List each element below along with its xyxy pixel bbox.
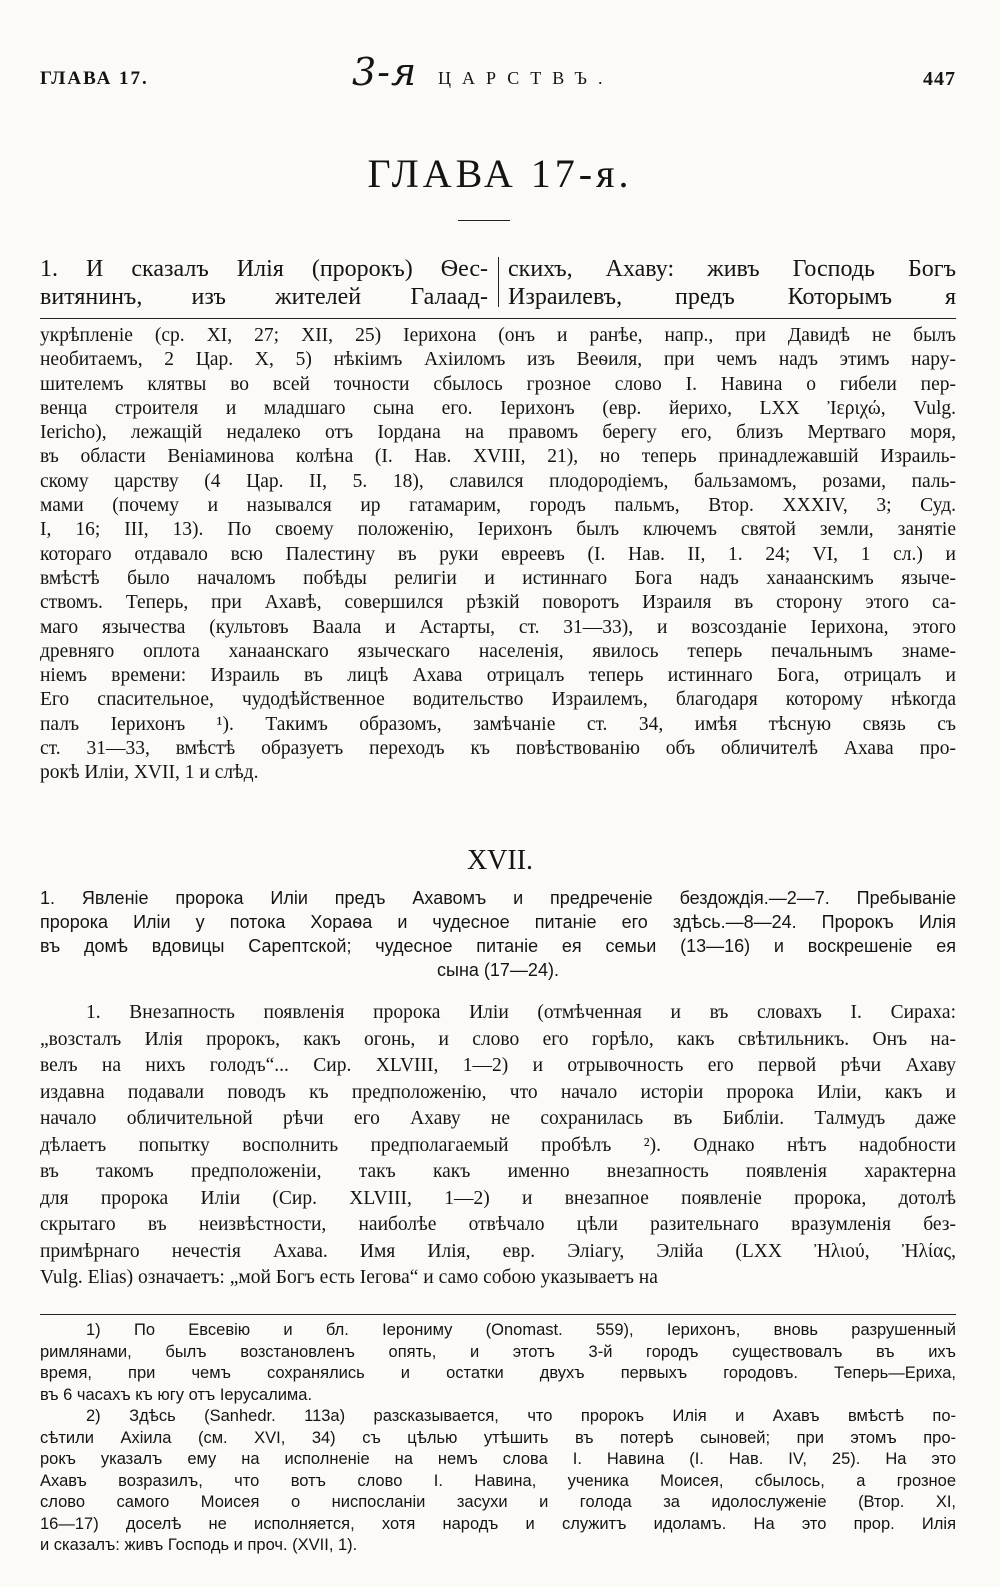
commentary-text (40, 324, 956, 786)
exposition-line: для пророка Иліи (Сир. XLVIII, 1—2) и внезапное появленіе пророка, дотолѣ (40, 1187, 956, 1209)
exposition-line: Vulg. Elias) означаетъ: „мой Богъ есть Іегова“ и само собою указываетъ на (40, 1267, 658, 1288)
verse-line: витянинъ, изъ жителей Галаад- (40, 284, 488, 310)
commentary-line: ствомъ. Теперь, при Ахавѣ, совершился рѣзкій поворотъ Израиля въ сторону этого са- (40, 592, 956, 614)
footnote-rule (40, 1314, 956, 1315)
commentary-line: мами (почему и назывался ир гатамарим, городъ пальмъ, Втор. XXXIV, 3; Суд. (40, 495, 956, 517)
exposition-line: въ такомъ предположеніи, такъ какъ именно внезапность появленія характерна (40, 1161, 956, 1182)
handwritten-annotation: 3-я (352, 50, 418, 94)
footnote-line: рокъ указалъ ему на исполненіе на немъ слова І. Навина (І. Нав. IV, 25). На это (40, 1450, 956, 1468)
commentary-line: шителемъ клятвы во всей точности сбылось грозное слово І. Навина о гибели пер- (40, 373, 956, 395)
summary-line: въ домѣ вдовицы Сарептской; чудесное питаніе ея семьи (13—16) и воскрешеніе ея (40, 936, 956, 956)
exposition-text (40, 1000, 956, 1292)
exposition-line: 1. Внезапность появленія пророка Иліи (отмѣченная и въ словахъ І. Сираха: (86, 1002, 956, 1023)
summary-line: сына (17—24). (437, 960, 559, 980)
running-head-chapter: ГЛАВА 17. (40, 68, 149, 89)
verse-line: скихъ, Ахаву: живъ Господь Богъ (508, 256, 956, 282)
verse-column-right (508, 255, 956, 311)
running-head (40, 50, 956, 98)
verse-text (40, 255, 956, 311)
commentary-line: рокѣ Иліи, XVII, 1 и слѣд. (40, 762, 259, 784)
commentary-line: ст. 31—33, вмѣстѣ образуетъ переходъ къ повѣствованію объ обличителѣ Ахава про- (40, 738, 956, 760)
commentary-line: палъ Іерихонъ ¹). Такимъ образомъ, замѣчаніе ст. 34, имѣя тѣсную связь съ (40, 713, 956, 735)
running-head-book: ЦАРСТВЪ. (438, 68, 614, 88)
summary-line: пророка Иліи у потока Хораѳа и чудесное питаніе его здѣсь.—8—24. Пророкъ Илія (40, 912, 956, 932)
verse-line: 1. И сказалъ Илія (пророкъ) Ѳес- (40, 256, 488, 282)
footnote-line: сѣтили Ахіила (см. XVI, 34) съ цѣлью утѣшить въ потерѣ сыновей; при этомъ про- (40, 1428, 956, 1447)
title-rule (458, 220, 510, 221)
footnote-line: слово самого Моисея о ниспосланіи засухи и голода за идолослуженіе (Втор. XI, (40, 1493, 956, 1511)
summary-line: 1. Явленіе пророка Иліи предъ Ахавомъ и предреченіе бездождія.—2—7. Пребываніе (40, 888, 956, 908)
commentary-line: Его спасительное, чудодѣйственное водительство Израилемъ, благодаря которому нѣкогда (40, 689, 956, 711)
footnotes (40, 1320, 956, 1557)
footnote-line: время, при чемъ сохранялись и остатки двухъ первыхъ городовъ. Теперь—Ериха, (40, 1364, 956, 1382)
exposition-line: начало обличительной рѣчи его Ахаву не сохранилась въ Библіи. Талмудъ даже (40, 1108, 956, 1129)
footnote-line: Ахавъ возразилъ, что вотъ слово І. Навина, ученика Моисея, сбылось, а грозное (40, 1471, 956, 1490)
footnote-1 (40, 1320, 956, 1406)
footnote-line: 16—17) доселѣ не исполняется, хотя народъ и служитъ идоламъ. На это прор. Илія (40, 1514, 956, 1533)
column-divider (498, 257, 499, 307)
commentary-line: маго язычества (культовъ Ваала и Астарты, ст. 31—33), и возсозданіе Іерихона, этого (40, 616, 956, 638)
exposition-line: издавна подавали поводъ къ предположенію, что начало исторіи пророка Иліи, какъ и (40, 1081, 956, 1103)
footnote-2 (40, 1406, 956, 1557)
commentary-line: ніемъ времени: Израиль въ лицѣ Ахава отрицалъ теперь истиннаго Бога, отрицалъ и (40, 665, 956, 687)
footnote-line: и сказалъ: живъ Господь и проч. (XVII, 1). (40, 1536, 358, 1554)
section-summary (40, 886, 956, 982)
commentary-line: вмѣстѣ было началомъ побѣды религіи и истиннаго Бога надъ ханаанскимъ языче- (40, 567, 956, 589)
commentary-line: I, 16; III, 13). По своему положенію, Іерихонъ былъ ключемъ святой земли, занятіе (40, 519, 956, 541)
commentary-line: котораго отдавало всю Палестину въ руки евреевъ (І. Нав. II, 1. 24; VI, 1 сл.) и (40, 543, 956, 565)
footnote-line: 1) По Евсевію и бл. Іерониму (Onomast. 559), Іерихонъ, вновь разрушенный (86, 1321, 956, 1339)
exposition-line: велъ на нихъ голодъ“... Сир. XLVIII, 1—2) и отрывочность его первой рѣчи Ахаву (40, 1055, 956, 1076)
verse-line: Израилевъ, предъ Которымъ я (508, 284, 956, 310)
commentary-line: скому царству (4 Цар. II, 5. 18), славился плодородіемъ, бальзамомъ, розами, паль- (40, 470, 956, 492)
commentary-line: укрѣпленіе (ср. XI, 27; XII, 25) Іерихона (онъ и ранѣе, напр., при Давидѣ не былъ (40, 325, 956, 346)
exposition-line: скрытаго въ неизвѣстности, наиболѣе отвѣчало цѣли разительнаго вразумленія без- (40, 1214, 956, 1235)
verse-commentary-rule (40, 318, 956, 319)
exposition-line: примѣрнаго нечестія Ахава. Имя Илія, евр. Эліагу, Элійа (LXX Ἠλιού, Ἠλίας, (40, 1240, 956, 1262)
commentary-line: необитаемъ, 2 Цар. X, 5) нѣкіимъ Ахіиломъ изъ Веѳиля, при чемъ надъ этимъ нару- (40, 349, 956, 371)
verse-column-left (40, 255, 488, 311)
exposition-line: „возсталъ Илія пророкъ, какъ огонь, и слово его горѣло, какъ свѣтильникъ. Онъ на- (40, 1028, 956, 1050)
page-number: 447 (923, 68, 956, 90)
commentary-line: древняго оплота ханаанскаго языческаго населенія, явилось теперь печальнымъ знаме- (40, 640, 956, 662)
footnote-line: 2) Здѣсь (Sanhedr. 113a) разсказывается, что пророкъ Илія и Ахавъ вмѣстѣ по- (86, 1407, 956, 1425)
footnote-line: въ 6 часахъ къ югу отъ Іерусалима. (40, 1385, 313, 1404)
exposition-line: дѣлаетъ попытку восполнить предполагаемый пробѣлъ ²). Однако нѣтъ надобности (40, 1134, 956, 1156)
commentary-line: венца строителя и младшаго сына его. Іерихонъ (евр. йерихо, LXX Ἰεριχώ, Vulg. (40, 397, 956, 419)
footnote-line: римлянами, былъ возстановленъ опять, и этотъ 3-й городъ существовалъ въ ихъ (40, 1342, 956, 1361)
section-number: XVII. (466, 845, 534, 876)
commentary-line: Iericho), лежащій недалеко отъ Іордана на правомъ берегу его, близъ Мертваго моря, (40, 422, 956, 444)
commentary-line: въ области Веніаминова колѣна (І. Нав. XVIII, 21), но теперь принадлежавшій Израиль- (40, 446, 956, 468)
chapter-title: ГЛАВА 17-я. (367, 151, 633, 196)
